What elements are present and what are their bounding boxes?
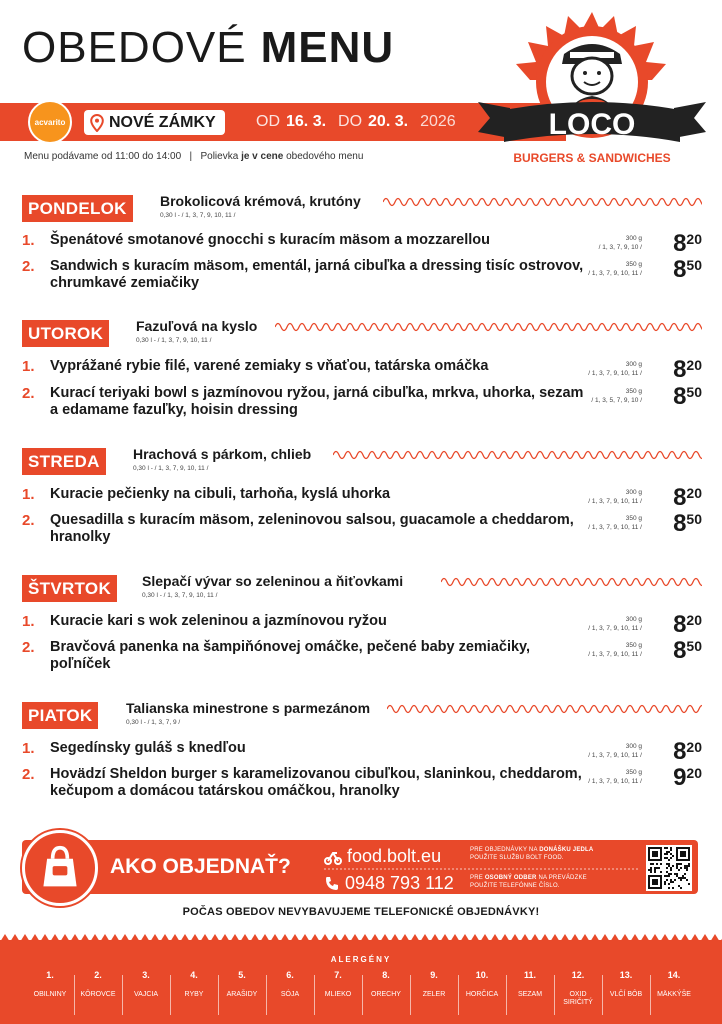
price-int: 8 xyxy=(673,484,687,511)
title-light: OBEDOVÉ xyxy=(22,23,247,72)
allergen-label xyxy=(410,991,458,999)
dish-item xyxy=(22,258,702,294)
allergen-number: 9. xyxy=(430,970,438,980)
brand-name: LOCO xyxy=(548,108,636,141)
dish-weight: 300 g xyxy=(625,616,642,623)
bolt-url[interactable]: food.bolt.eu xyxy=(347,846,442,866)
price-int: 8 xyxy=(673,230,687,257)
allergen-label xyxy=(554,991,602,1007)
dish-price xyxy=(673,613,702,637)
allergen-separator xyxy=(218,975,219,1015)
price-dec: 20 xyxy=(686,357,702,373)
dish-number: 2. xyxy=(22,766,35,783)
year: 2026 xyxy=(420,113,456,130)
dish-meta xyxy=(588,260,642,278)
city-pill xyxy=(84,110,225,135)
allergen-label-1: ARAŠIDY xyxy=(226,991,258,998)
dish-allergens: / 1, 3, 7, 9, 10 / xyxy=(598,244,642,251)
day-label: UTOROK xyxy=(22,320,109,347)
soup-name: Fazuľová na kyslo xyxy=(136,318,258,334)
allergen-label-1: MLIEKO xyxy=(324,991,352,998)
takeaway-bag-icon xyxy=(25,833,95,903)
price-int: 8 xyxy=(673,611,687,638)
dish-meta xyxy=(599,234,642,252)
allergen-separator xyxy=(506,975,507,1015)
dish-number: 1. xyxy=(22,232,35,249)
partner-badge xyxy=(28,100,72,144)
day-label: PIATOK xyxy=(22,702,98,729)
allergen-label xyxy=(602,991,650,999)
dish-allergens: / 1, 3, 7, 9, 10, 11 / xyxy=(588,524,642,531)
allergen-separator xyxy=(74,975,75,1015)
soup-allergens: 0,30 l - / 1, 3, 7, 9, 10, 11 / xyxy=(142,592,218,599)
wave-divider xyxy=(441,575,702,589)
day-label: ŠTVRTOK xyxy=(22,575,117,602)
price-int: 8 xyxy=(673,256,687,283)
allergen-item xyxy=(314,970,362,999)
title-bold: MENU xyxy=(260,23,395,72)
dish-number: 2. xyxy=(22,385,35,402)
allergen-label-1: SÓJA xyxy=(280,991,300,998)
soup-info-a: Polievka xyxy=(200,151,239,162)
dish-number: 2. xyxy=(22,258,35,275)
dish-weight: 350 g xyxy=(625,642,642,649)
page-title xyxy=(22,23,395,72)
allergen-label xyxy=(74,991,122,999)
to-label: DO xyxy=(338,113,363,130)
dish-meta xyxy=(588,615,642,633)
allergen-label-1: OBILNINY xyxy=(33,991,67,998)
soup-name: Talianska minestrone s parmezánom xyxy=(126,700,371,716)
price-dec: 20 xyxy=(686,485,702,501)
dish-item xyxy=(22,512,702,548)
dish-name: Kuracie kari s wok zeleninou a jazmínovou ryžou xyxy=(50,613,387,629)
dish-price xyxy=(673,232,702,256)
allergen-item xyxy=(74,970,122,999)
wave-divider xyxy=(387,702,702,716)
allergen-label xyxy=(26,991,74,999)
allergen-separator xyxy=(362,975,363,1015)
dish-meta xyxy=(588,514,642,532)
dish-number: 2. xyxy=(22,639,35,656)
price-dec: 20 xyxy=(686,612,702,628)
dish-item xyxy=(22,639,702,675)
dish-allergens: / 1, 3, 7, 9, 10, 11 / xyxy=(588,370,642,377)
dish-meta xyxy=(588,742,642,760)
price-dec: 50 xyxy=(686,257,702,273)
dish-weight: 350 g xyxy=(625,769,642,776)
wave-divider xyxy=(383,195,702,209)
order-divider xyxy=(324,868,640,870)
dish-number: 1. xyxy=(22,486,35,503)
allergen-label-1: ORECHY xyxy=(371,991,401,998)
dish-allergens: / 1, 3, 7, 9, 10, 11 / xyxy=(588,625,642,632)
dish-weight: 350 g xyxy=(625,515,642,522)
allergen-item xyxy=(218,970,266,999)
allergen-number: 10. xyxy=(475,970,489,980)
dish-meta xyxy=(588,488,642,506)
dish-weight: 350 g xyxy=(625,388,642,395)
dish-meta xyxy=(591,387,642,405)
qr-code-icon[interactable] xyxy=(646,845,692,891)
allergen-item xyxy=(410,970,458,999)
allergen-separator xyxy=(410,975,411,1015)
allergen-item xyxy=(122,970,170,999)
allergen-item xyxy=(602,970,650,999)
soup-allergens: 0,30 l - / 1, 3, 7, 9 / xyxy=(126,719,181,726)
to-date: 20. 3. xyxy=(368,113,409,130)
allergen-label-2: SIRIČITÝ xyxy=(563,999,593,1006)
phone-note-d: POUŽITE TELEFÓNNE ČÍSLO. xyxy=(470,883,560,889)
dish-weight: 300 g xyxy=(625,361,642,368)
soup-name: Brokolicová krémová, krutóny xyxy=(160,193,361,209)
allergen-label xyxy=(266,991,314,999)
dish-weight: 300 g xyxy=(625,489,642,496)
allergen-item xyxy=(554,970,602,1007)
dish-number: 1. xyxy=(22,613,35,630)
dish-name: Hovädzí Sheldon burger s karamelizovanou cibuľkou, slaninkou, cheddarom, kečupom a domácou tatárskou omáčkou, hranolky xyxy=(50,766,582,799)
bolt-note-a: PRE OBJEDNÁVKY NA xyxy=(470,847,538,853)
dish-name: Quesadilla s kuracím mäsom, zeleninovou salsou, guacamole a cheddarom, hranolky xyxy=(50,512,574,545)
soup-name: Hrachová s párkom, chlieb xyxy=(133,446,312,462)
allergen-label-1: SEZAM xyxy=(517,991,543,998)
allergen-item xyxy=(506,970,554,999)
dish-item xyxy=(22,766,702,802)
bolt-note-b: DONÁŠKU JEDLA xyxy=(539,847,594,853)
dish-name: Bravčová panenka na šampiňónovej omáčke, pečené baby zemiačiky, poľníček xyxy=(50,639,531,672)
price-dec: 20 xyxy=(686,765,702,781)
price-int: 8 xyxy=(673,356,687,383)
allergen-label xyxy=(650,991,698,999)
soup-name: Slepačí vývar so zeleninou a ňiťovkami xyxy=(142,573,404,589)
serving-info xyxy=(24,151,363,162)
soup-allergens: 0,30 l - / 1, 3, 7, 9, 10, 11 / xyxy=(160,212,236,219)
allergens-title: ALERGÉNY xyxy=(330,955,392,964)
allergen-separator xyxy=(314,975,315,1015)
allergen-separator xyxy=(602,975,603,1015)
price-int: 8 xyxy=(673,738,687,765)
dish-name: Špenátové smotanové gnocchi s kuracím mäsom a mozzarellou xyxy=(50,232,490,248)
soup-info-b: je v cene xyxy=(241,151,284,162)
dish-allergens: / 1, 3, 7, 9, 10, 11 / xyxy=(588,752,642,759)
allergen-number: 13. xyxy=(619,970,633,980)
price-int: 8 xyxy=(673,510,687,537)
allergen-label xyxy=(122,991,170,999)
allergen-label xyxy=(362,991,410,999)
allergen-item xyxy=(362,970,410,999)
price-dec: 50 xyxy=(686,511,702,527)
soup-info-c: obedového menu xyxy=(286,151,364,162)
dish-price xyxy=(673,740,702,764)
soup-allergens: 0,30 l - / 1, 3, 7, 9, 10, 11 / xyxy=(133,465,209,472)
allergen-separator xyxy=(554,975,555,1015)
partner-badge-text: acvarito xyxy=(34,117,66,127)
phone-note-b: OSOBNÝ ODBER xyxy=(484,875,537,881)
from-date: 16. 3. xyxy=(286,113,327,130)
info-separator: | xyxy=(189,151,193,162)
day-label: PONDELOK xyxy=(22,195,133,222)
allergen-number: 3. xyxy=(142,970,150,980)
phone-note xyxy=(470,874,587,890)
dish-number: 2. xyxy=(22,512,35,529)
dish-allergens: / 1, 3, 7, 9, 10, 11 / xyxy=(588,778,642,785)
dish-price xyxy=(673,358,702,382)
allergen-label-1: VAJCIA xyxy=(134,991,158,998)
allergen-separator xyxy=(266,975,267,1015)
allergen-separator xyxy=(458,975,459,1015)
bolt-link-row[interactable] xyxy=(324,846,441,867)
serving-time: Menu podávame od 11:00 do 14:00 xyxy=(24,151,182,162)
allergen-item xyxy=(266,970,314,999)
allergen-number: 14. xyxy=(667,970,681,980)
allergen-item xyxy=(26,970,74,999)
allergen-number: 8. xyxy=(382,970,390,980)
price-dec: 50 xyxy=(686,638,702,654)
dish-price xyxy=(673,512,702,536)
dish-allergens: / 1, 3, 7, 9, 10, 11 / xyxy=(588,270,642,277)
allergen-number: 2. xyxy=(94,970,102,980)
soup-allergens: 0,30 l - / 1, 3, 7, 9, 10, 11 / xyxy=(136,337,212,344)
dish-price xyxy=(673,385,702,409)
scooter-icon xyxy=(324,849,342,865)
dish-price xyxy=(673,486,702,510)
dish-weight: 350 g xyxy=(625,261,642,268)
allergen-number: 7. xyxy=(334,970,342,980)
dish-allergens: / 1, 3, 5, 7, 9, 10 / xyxy=(591,397,642,404)
dish-item xyxy=(22,385,702,421)
allergen-label-1: MÄKKÝŠE xyxy=(657,991,691,998)
allergen-label-1: ZELER xyxy=(422,991,446,998)
city-name: NOVÉ ZÁMKY xyxy=(109,113,216,131)
phone-number[interactable]: 0948 793 112 xyxy=(345,873,454,893)
allergen-label-1: KÔROVCE xyxy=(80,991,116,998)
allergen-item xyxy=(170,970,218,999)
price-dec: 20 xyxy=(686,231,702,247)
dish-name: Segedínsky guláš s knedľou xyxy=(50,740,246,756)
allergen-label-1: VLČÍ BÔB xyxy=(609,991,643,998)
allergen-label xyxy=(170,991,218,999)
allergen-separator xyxy=(170,975,171,1015)
day-label: STREDA xyxy=(22,448,106,475)
bolt-note xyxy=(470,846,593,862)
dish-price xyxy=(673,639,702,663)
dish-name: Vyprážané rybie filé, varené zemiaky s vňaťou, tatárska omáčka xyxy=(50,358,489,374)
allergen-label xyxy=(314,991,362,999)
allergen-separator xyxy=(122,975,123,1015)
price-int: 8 xyxy=(673,637,687,664)
allergen-number: 1. xyxy=(46,970,54,980)
allergen-label xyxy=(506,991,554,999)
phone-row[interactable] xyxy=(324,873,454,894)
dish-price xyxy=(673,258,702,282)
order-title: AKO OBJEDNAŤ? xyxy=(110,855,291,878)
allergen-number: 12. xyxy=(571,970,585,980)
dish-number: 1. xyxy=(22,358,35,375)
dish-name: Kurací teriyaki bowl s jazmínovou ryžou, jarná cibuľka, mrkva, uhorka, sezam a edamame fazuľky, hoisin dressing xyxy=(50,385,584,418)
from-label: OD xyxy=(256,113,280,130)
wave-divider xyxy=(333,448,702,462)
bag-badge xyxy=(22,830,98,906)
price-dec: 20 xyxy=(686,739,702,755)
allergen-number: 11. xyxy=(523,970,536,980)
allergen-label-1: OXID xyxy=(569,991,587,998)
bolt-note-c: POUŽITE SLUŽBU BOLT FOOD. xyxy=(470,855,564,861)
phone-order-notice: POČAS OBEDOV NEVYBAVUJEME TELEFONICKÉ OBJEDNÁVKY! xyxy=(182,906,540,918)
dish-meta xyxy=(588,641,642,659)
allergen-number: 4. xyxy=(190,970,198,980)
phone-note-c: NA PREVÁDZKE xyxy=(538,875,587,881)
dish-meta xyxy=(588,360,642,378)
dish-weight: 300 g xyxy=(625,743,642,750)
dish-name: Sandwich s kuracím mäsom, ementál, jarná cibuľka a dressing tisíc ostrovov, chrumkavé zemiačiky xyxy=(50,258,584,291)
dish-meta xyxy=(588,768,642,786)
allergen-label xyxy=(458,991,506,999)
allergen-number: 5. xyxy=(238,970,246,980)
date-range xyxy=(256,113,456,131)
brand-tagline: BURGERS & SANDWICHES xyxy=(513,151,671,165)
wave-divider xyxy=(275,320,702,334)
dish-number: 1. xyxy=(22,740,35,757)
allergen-label-1: RYBY xyxy=(184,991,204,998)
allergen-label xyxy=(218,991,266,999)
dish-price xyxy=(673,766,702,790)
dish-weight: 300 g xyxy=(625,235,642,242)
loco-logo xyxy=(474,10,710,180)
location-pin-icon xyxy=(90,114,104,132)
allergen-item xyxy=(650,970,698,999)
dish-allergens: / 1, 3, 7, 9, 10, 11 / xyxy=(588,651,642,658)
price-int: 8 xyxy=(673,383,687,410)
dish-name: Kuracie pečienky na cibuli, tarhoňa, kyslá uhorka xyxy=(50,486,391,502)
allergen-label-1: HORČICA xyxy=(465,991,499,998)
allergen-separator xyxy=(650,975,651,1015)
allergen-item xyxy=(458,970,506,999)
dish-allergens: / 1, 3, 7, 9, 10, 11 / xyxy=(588,498,642,505)
phone-icon xyxy=(324,876,340,892)
allergen-number: 6. xyxy=(286,970,294,980)
phone-note-a: PRE xyxy=(470,875,483,881)
price-int: 9 xyxy=(673,764,687,791)
price-dec: 50 xyxy=(686,384,702,400)
